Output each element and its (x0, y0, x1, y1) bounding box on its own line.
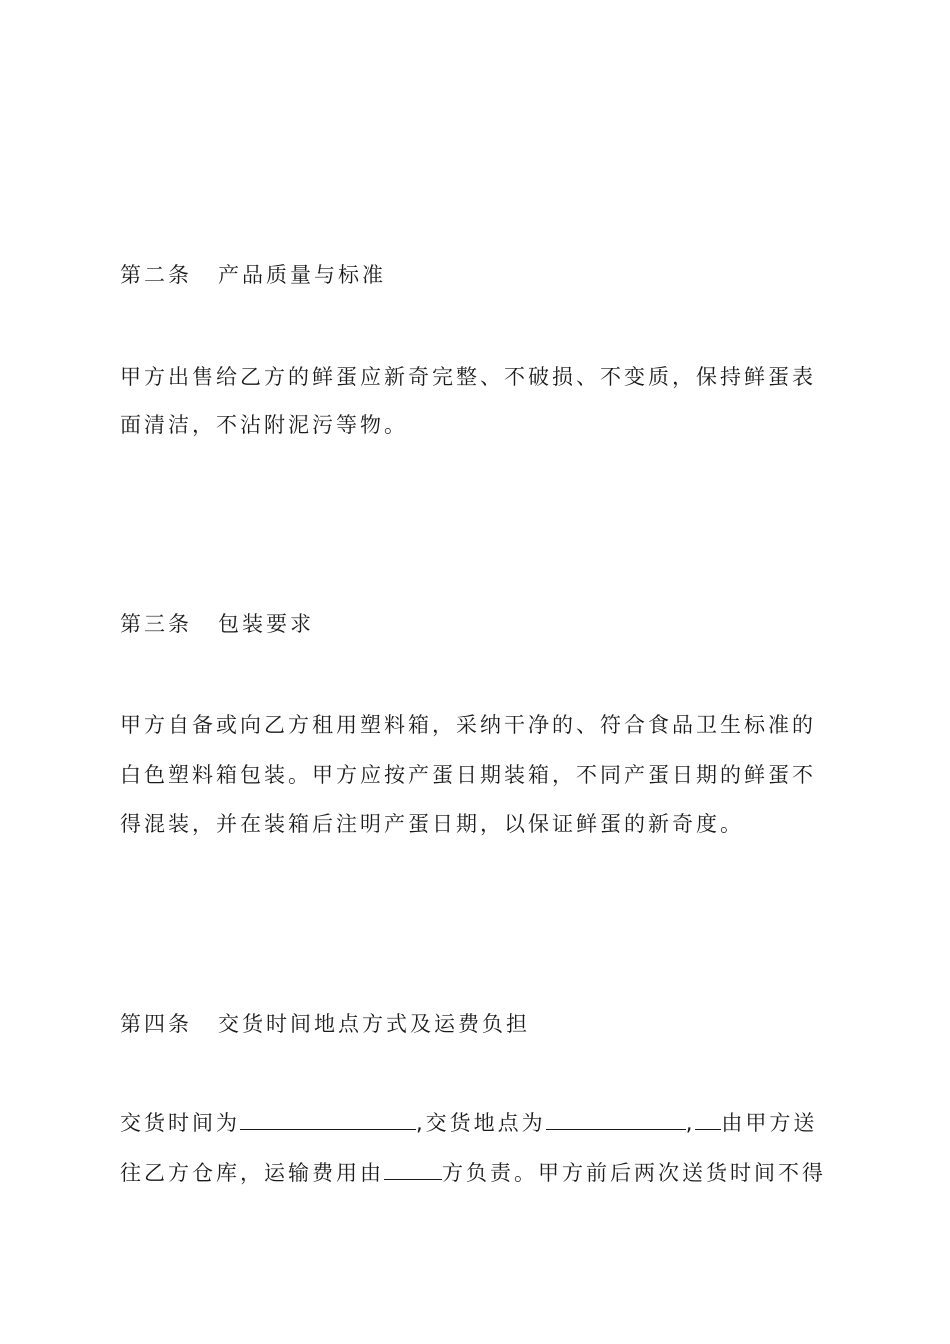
section-3-paragraph-line-1: 甲方自备或向乙方租用塑料箱，采纳干净的、符合食品卫生标准的 (120, 713, 816, 737)
section-4-paragraph-line-1 (120, 1109, 817, 1137)
section-4-heading (120, 1010, 530, 1038)
section-3-heading (120, 610, 314, 638)
delivery-method-blank[interactable] (695, 1109, 721, 1130)
freight-payer-label: 往乙方仓库，运输费用由 (120, 1161, 384, 1185)
section-4-number: 第四条 (120, 1012, 192, 1036)
delivery-method-text: 由甲方送 (721, 1111, 818, 1135)
delivery-time-blank[interactable] (240, 1109, 416, 1130)
section-2-number: 第二条 (120, 263, 192, 287)
section-3-number: 第三条 (120, 612, 192, 636)
section-3-title: 包装要求 (218, 612, 314, 636)
section-2-paragraph-line-1: 甲方出售给乙方的鲜蛋应新奇完整、不破损、不变质，保持鲜蛋表 (120, 365, 816, 389)
delivery-time-label: 交货时间为 (120, 1111, 240, 1135)
delivery-place-blank[interactable] (546, 1109, 686, 1130)
delivery-place-label: ,交货地点为 (416, 1111, 546, 1135)
freight-payer-blank[interactable] (384, 1159, 442, 1180)
comma-separator: , (685, 1111, 696, 1135)
section-3-paragraph-line-2: 白色塑料箱包装。甲方应按产蛋日期装箱，不同产蛋日期的鲜蛋不 (120, 763, 816, 787)
section-4-title: 交货时间地点方式及运费负担 (218, 1012, 530, 1036)
section-2-heading (120, 261, 386, 289)
freight-text-continued: 方负责。甲方前后两次送货时间不得 (442, 1161, 826, 1185)
section-2-paragraph-line-2: 面清洁，不沾附泥污等物。 (120, 413, 408, 437)
section-2-title: 产品质量与标准 (218, 263, 386, 287)
section-4-paragraph-line-2 (120, 1159, 826, 1187)
section-3-paragraph-line-3: 得混装，并在装箱后注明产蛋日期，以保证鲜蛋的新奇度。 (120, 812, 744, 836)
